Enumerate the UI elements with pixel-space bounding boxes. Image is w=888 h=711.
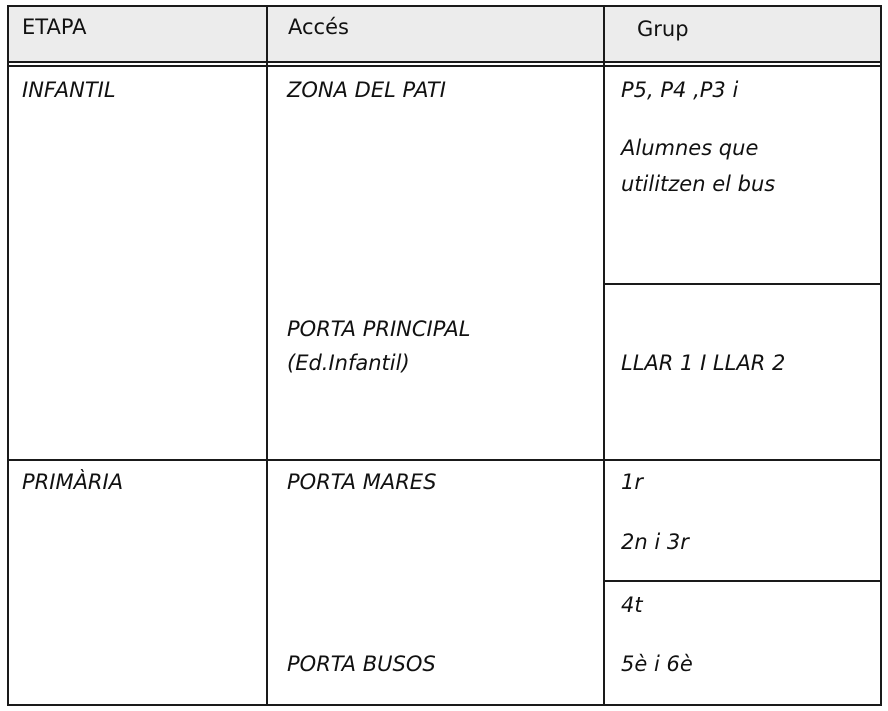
- group-subdivider-infantil: [603, 283, 882, 285]
- table-border-left: [7, 5, 9, 706]
- table-header-background: [7, 5, 882, 62]
- access-porta-busos: PORTA BUSOS: [287, 652, 436, 676]
- header-divider-upper: [7, 61, 882, 63]
- header-divider-lower: [7, 65, 882, 67]
- group-alumnes-que: Alumnes que: [621, 136, 759, 160]
- group-5e-i-6e: 5è i 6è: [621, 652, 693, 676]
- etapa-primaria: PRIMÀRIA: [22, 470, 124, 494]
- header-grup: Grup: [637, 17, 689, 41]
- table-border-bottom: [7, 704, 882, 706]
- access-porta-principal: PORTA PRINCIPAL: [287, 317, 471, 341]
- group-llar: LLAR 1 I LLAR 2: [621, 351, 786, 375]
- group-utilitzen-el-bus: utilitzen el bus: [621, 172, 776, 196]
- table-border-right: [880, 5, 882, 706]
- access-ed-infantil: (Ed.Infantil): [287, 351, 410, 375]
- access-table: [7, 5, 882, 706]
- group-1r: 1r: [621, 470, 643, 494]
- etapa-infantil: INFANTIL: [22, 78, 116, 102]
- group-p5-p4-p3: P5, P4 ,P3 i: [621, 78, 739, 102]
- column-divider-2: [603, 5, 605, 706]
- access-zona-del-pati: ZONA DEL PATI: [287, 78, 446, 102]
- header-acces: Accés: [288, 15, 349, 39]
- header-etapa: ETAPA: [22, 15, 87, 39]
- column-divider-1: [266, 5, 268, 706]
- row-divider-infantil-primaria: [7, 459, 882, 461]
- group-4t: 4t: [621, 593, 643, 617]
- group-2n-i-3r: 2n i 3r: [621, 530, 689, 554]
- group-subdivider-primaria: [603, 580, 882, 582]
- table-border-top: [7, 5, 882, 7]
- access-porta-mares: PORTA MARES: [287, 470, 437, 494]
